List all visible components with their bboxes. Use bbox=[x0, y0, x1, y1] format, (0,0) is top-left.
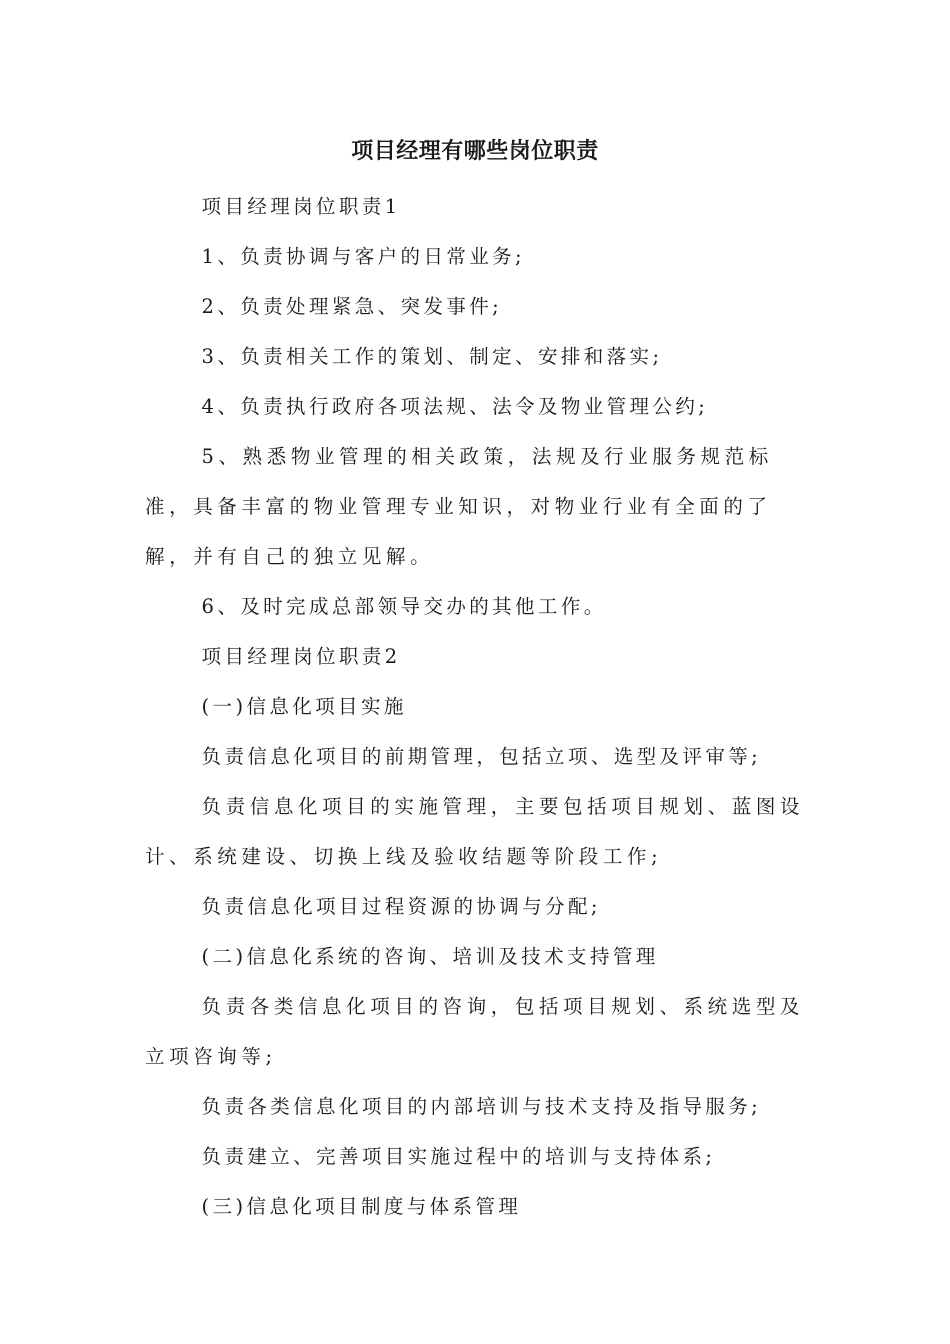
paragraph: 4、负责执行政府各项法规、法令及物业管理公约; bbox=[201, 395, 709, 418]
paragraph: 负责建立、完善项目实施过程中的培训与支持体系; bbox=[201, 1145, 716, 1168]
paragraph: 3、负责相关工作的策划、制定、安排和落实; bbox=[201, 345, 663, 368]
document-body bbox=[145, 182, 807, 1232]
subsection-heading: (一)信息化项目实施 bbox=[201, 695, 407, 718]
section-heading-1: 项目经理岗位职责1 bbox=[201, 195, 401, 218]
subsection-heading: (三)信息化项目制度与体系管理 bbox=[201, 1195, 522, 1218]
paragraph: 负责信息化项目的实施管理，主要包括项目规划、蓝图设计、系统建设、切换上线及验收结题等阶段工作; bbox=[145, 795, 805, 868]
subsection-heading: (二)信息化系统的咨询、培训及技术支持管理 bbox=[201, 945, 659, 968]
paragraph: 负责信息化项目过程资源的协调与分配; bbox=[201, 895, 601, 918]
paragraph: 5、熟悉物业管理的相关政策，法规及行业服务规范标准，具备丰富的物业管理专业知识，对物业行业有全面的了解，并有自己的独立见解。 bbox=[145, 445, 773, 568]
paragraph: 1、负责协调与客户的日常业务; bbox=[201, 245, 526, 268]
document-title: 项目经理有哪些岗位职责 bbox=[351, 139, 599, 164]
paragraph: 负责信息化项目的前期管理，包括立项、选型及评审等; bbox=[201, 745, 762, 768]
paragraph: 负责各类信息化项目的内部培训与技术支持及指导服务; bbox=[201, 1095, 762, 1118]
paragraph: 2、负责处理紧急、突发事件; bbox=[201, 295, 503, 318]
paragraph: 负责各类信息化项目的咨询，包括项目规划、系统选型及立项咨询等; bbox=[145, 995, 805, 1068]
paragraph: 6、及时完成总部领导交办的其他工作。 bbox=[201, 595, 607, 618]
section-heading-2: 项目经理岗位职责2 bbox=[201, 645, 401, 668]
